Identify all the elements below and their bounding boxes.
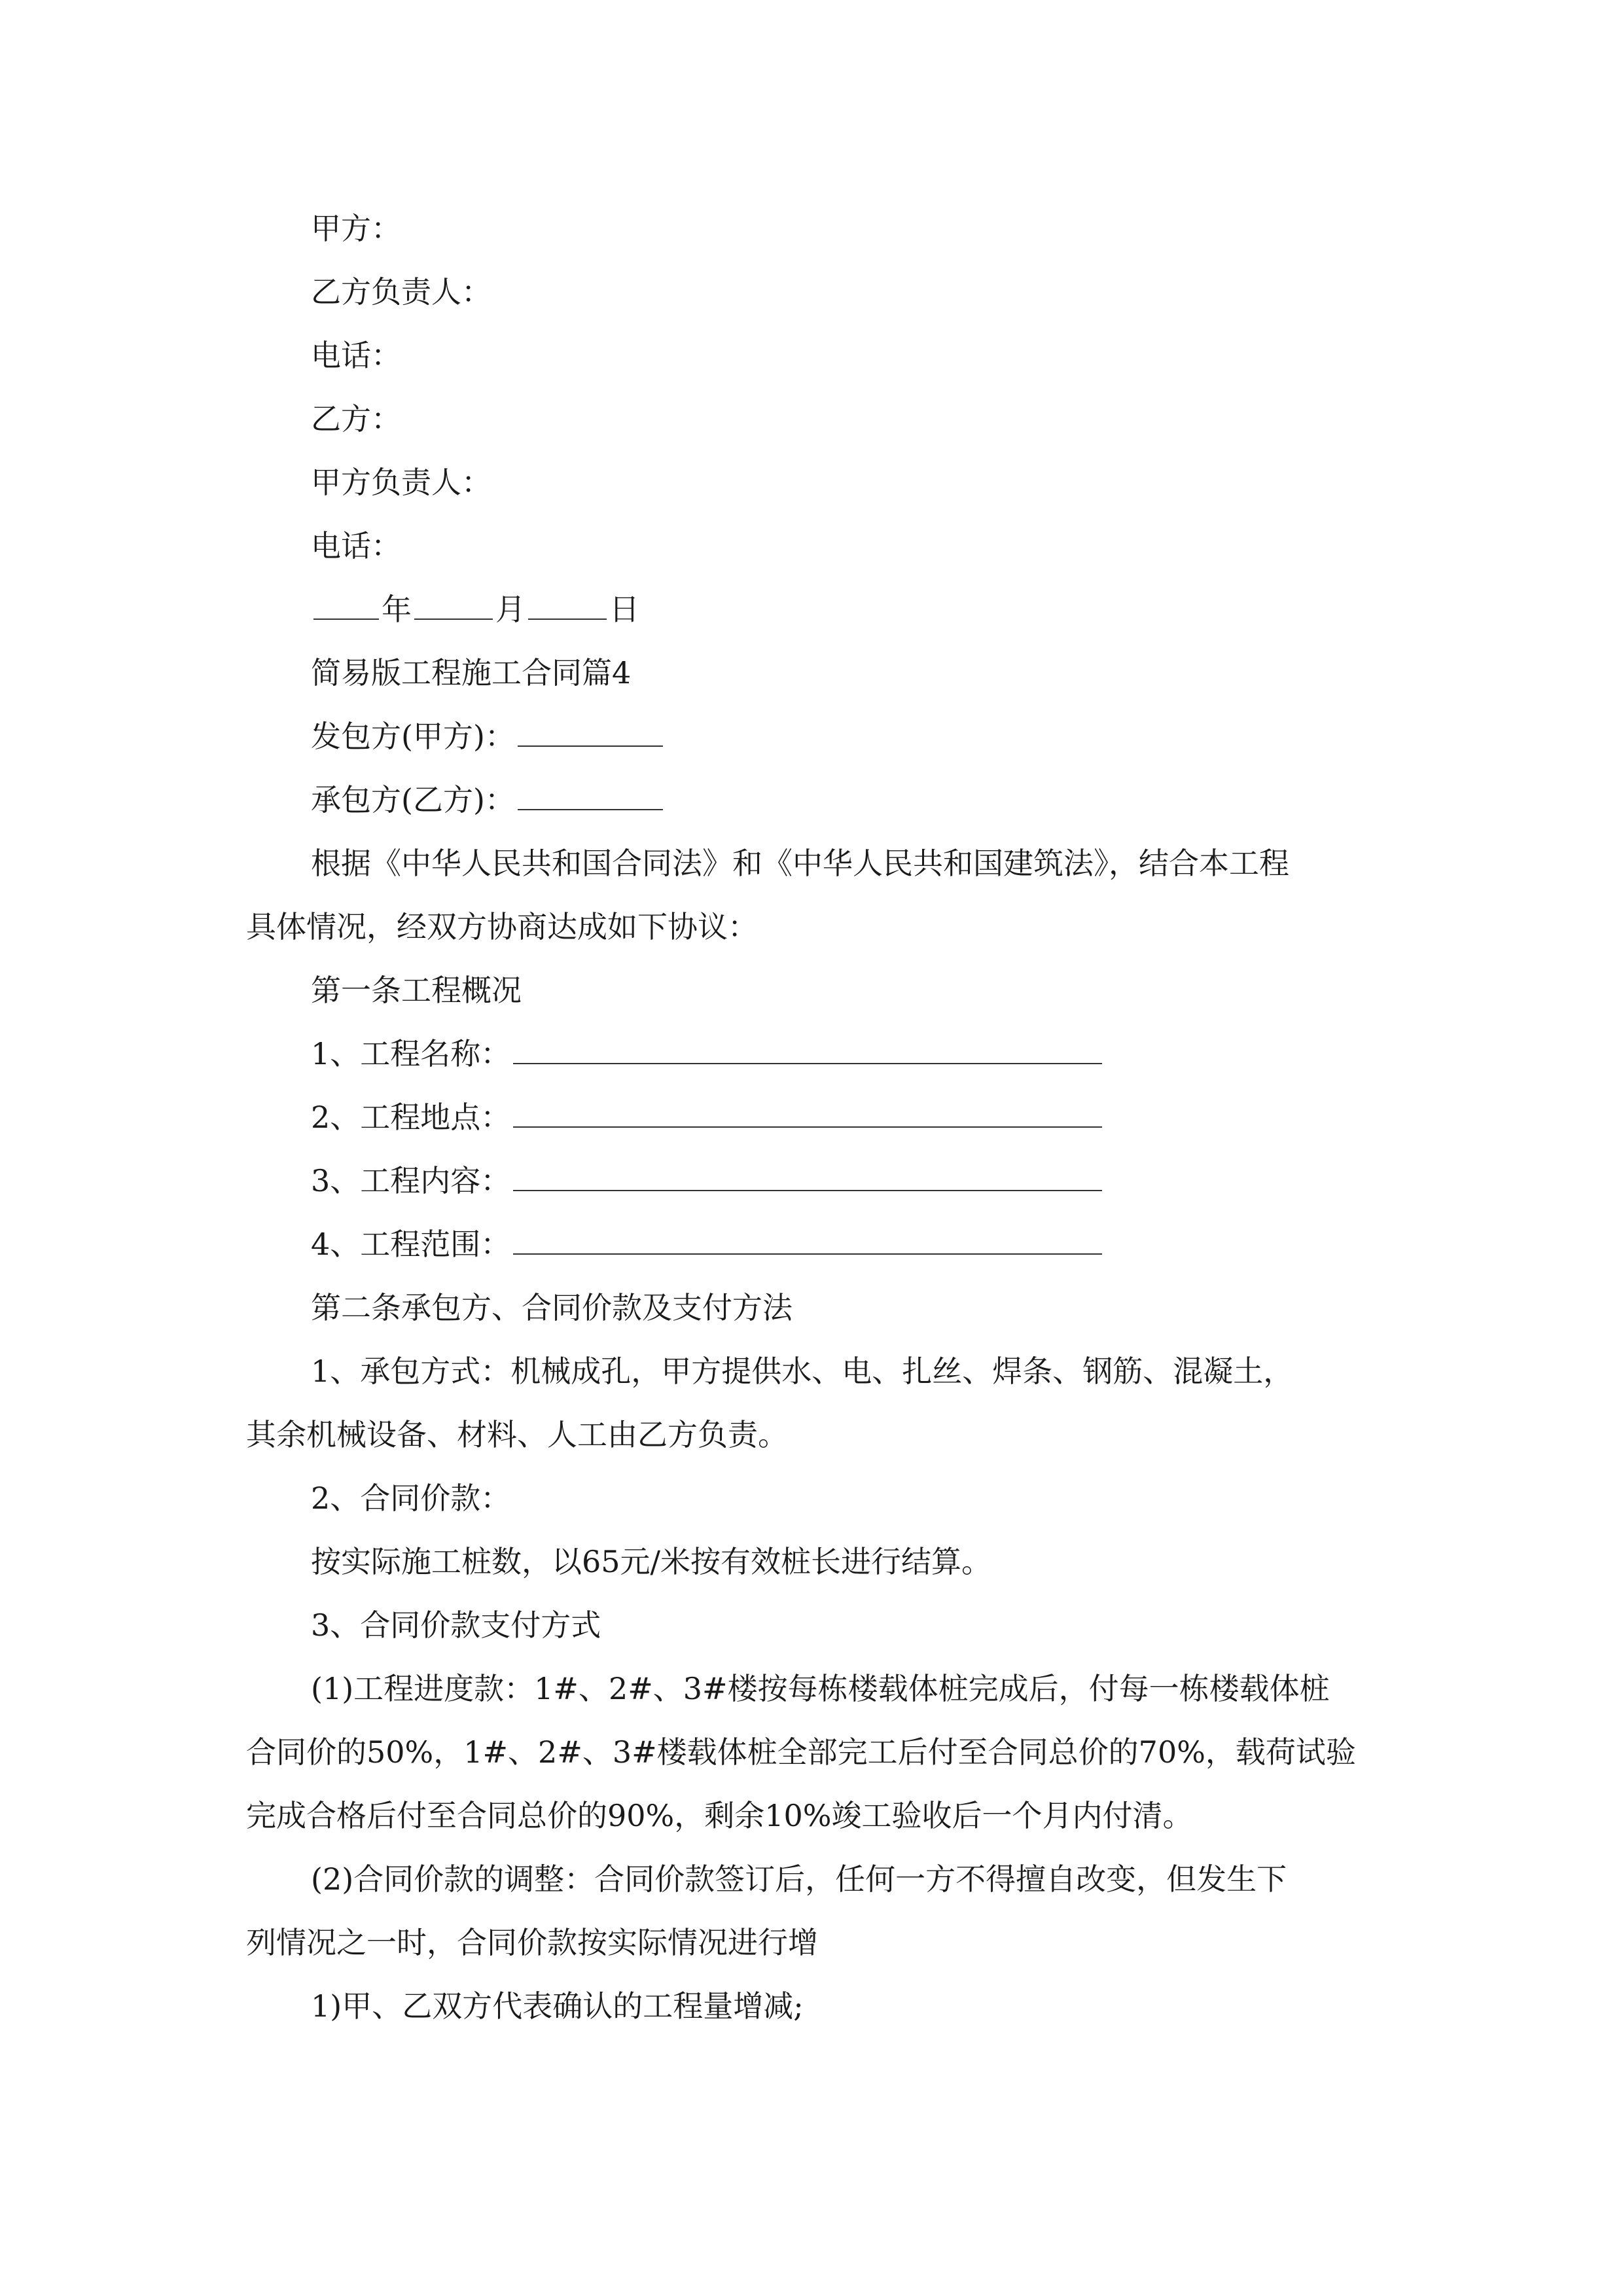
intro-text-2: 具体情况，经双方协商达成如下协议： [246,909,758,944]
price-adjust-text-1: (2)合同价款的调整：合同价款签订后，任何一方不得擅自改变，但发生下 [311,1861,1287,1897]
project-name-label: 1、工程名称： [311,1036,511,1071]
contract-method-text-1: 1、承包方式：机械成孔，甲方提供水、电、扎丝、焊条、钢筋、混凝土， [311,1354,1294,1389]
employer-blank [518,711,663,747]
progress-payment-text-2: 合同价的50%，1#、2#、3#楼载体桩全部完工后付至合同总价的70%，载荷试验 [246,1734,1356,1770]
party-a-line [246,197,1378,260]
employer-label: 发包方(甲方)： [311,719,515,754]
article2-title [246,1276,1378,1340]
party-a-rep-label: 甲方负责人： [311,465,491,500]
section-heading [246,641,1378,705]
employer-line [246,705,1378,768]
project-location-blank [513,1092,1102,1128]
progress-payment-text-1: (1)工程进度款：1#、2#、3#楼按每栋楼载体桩完成后，付每一栋楼载体桩 [311,1671,1330,1706]
month-label: 月 [495,592,526,627]
article1-title-text: 第一条工程概况 [311,973,522,1008]
heading-text: 简易版工程施工合同篇4 [311,655,632,691]
year-blank [313,584,379,620]
contractor-line [246,768,1378,832]
contract-price-title [246,1467,1378,1530]
party-b-label: 乙方： [311,401,401,437]
phone-line-2 [246,514,1378,578]
day-label: 日 [609,592,639,627]
article2-title-text: 第二条承包方、合同价款及支付方法 [311,1290,793,1325]
date-line [246,578,1378,641]
party-b-line [246,387,1378,451]
contract-method-text-2: 其余机械设备、材料、人工由乙方负责。 [246,1417,788,1452]
intro-line-2 [246,895,1378,959]
project-name-blank [513,1029,1102,1064]
progress-payment-line-2 [246,1721,1378,1784]
adjust-item-1-line [246,1975,1378,2038]
year-label: 年 [382,592,412,627]
project-content-label: 3、工程内容： [311,1163,511,1198]
article1-item-2 [246,1086,1378,1149]
article1-item-3 [246,1149,1378,1213]
price-adjust-line-2 [246,1911,1378,1975]
intro-text-1: 根据《中华人民共和国合同法》和《中华人民共和国建筑法》，结合本工程 [311,846,1289,881]
price-adjust-text-2: 列情况之一时，合同价款按实际情况进行增 [246,1925,818,1960]
payment-method-title-text: 3、合同价款支付方式 [311,1607,601,1643]
phone-label-1: 电话： [311,338,401,373]
phone-line-1 [246,324,1378,387]
project-content-blank [513,1156,1102,1191]
contract-price-text: 按实际施工桩数，以65元/米按有效桩长进行结算。 [311,1544,992,1579]
document-body [246,197,1378,2038]
contractor-blank [518,775,663,810]
article1-title [246,959,1378,1022]
intro-line-1 [246,832,1378,895]
phone-label-2: 电话： [311,528,401,564]
contractor-label: 承包方(乙方)： [311,782,515,817]
price-adjust-line-1 [246,1848,1378,1911]
article1-item-1 [246,1022,1378,1086]
adjust-item-1-text: 1)甲、乙双方代表确认的工程量增减; [311,1988,804,2024]
party-b-rep-label: 乙方负责人： [311,274,491,310]
project-scope-blank [513,1219,1102,1255]
party-b-rep-line [246,260,1378,324]
party-a-label: 甲方： [311,211,401,246]
contract-method-line-1 [246,1340,1378,1403]
contract-price-title-text: 2、合同价款： [311,1480,511,1516]
progress-payment-text-3: 完成合格后付至合同总价的90%，剩余10%竣工验收后一个月内付清。 [246,1798,1193,1833]
day-blank [528,584,607,620]
party-a-rep-line [246,451,1378,514]
month-blank [414,584,493,620]
project-scope-label: 4、工程范围： [311,1227,511,1262]
progress-payment-line-3 [246,1784,1378,1848]
project-location-label: 2、工程地点： [311,1100,511,1135]
contract-price-text-line [246,1530,1378,1594]
progress-payment-line-1 [246,1657,1378,1721]
article1-item-4 [246,1213,1378,1276]
contract-method-line-2 [246,1403,1378,1467]
payment-method-title [246,1594,1378,1657]
